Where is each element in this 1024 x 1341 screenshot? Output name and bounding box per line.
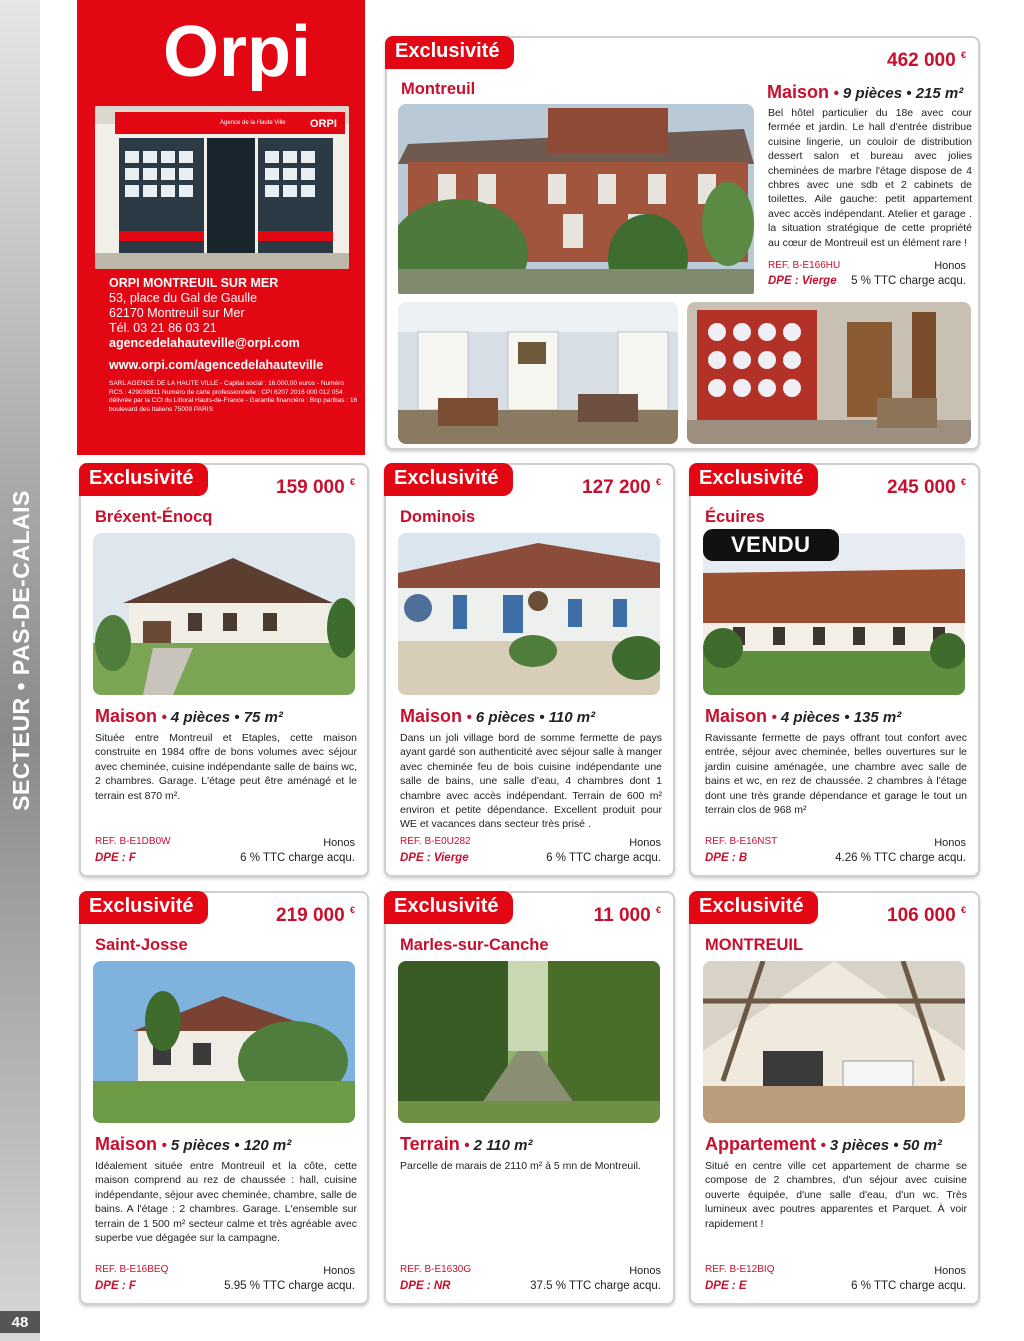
agency-address-city: 62170 Montreuil sur Mer [109,306,245,320]
listing-photo[interactable] [93,533,355,695]
agency-fees: 5 % TTC charge acqu. [851,275,966,287]
listing-ref: REF. B-E166HU [768,260,841,271]
listing-price: 462 000 € [887,50,966,71]
exclusivite-badge: Exclusivité [689,463,818,496]
listing-city: Écuires [705,508,765,526]
listing-headline: Maison • 5 pièces • 120 m² [95,1134,292,1154]
listing-ref: REF. B-E16NST [705,836,778,847]
area: 135 m² [853,709,902,726]
listing-card-marles-sur-canche[interactable] [384,891,675,1305]
rooms: 3 pièces [829,1137,890,1154]
svg-text:ORPI: ORPI [310,118,337,130]
listing-description: Située entre Montreuil et Etaples, cette maison construite en 1984 offre de bons volumes avec séjour avec cheminée, cuisine indépendante salle de bains wc, 2 chambres. Garage. L'étage peut être aménagé et le terrain est 870 m². [95,732,357,802]
page-number: 48 [0,1311,40,1333]
agency-fees: 37.5 % TTC charge acqu. [530,1280,661,1292]
listing-card-montreuil[interactable] [385,36,980,450]
listing-description: Bel hôtel particulier du 18e avec cour fermée et jardin. Le hall d'entrée distribue cuisine lingerie, un couloir de distribution dessert salon et bureau avec jolies cheminées de marbre l'étage dispose de 4 chbres avec une sdb et 2 cabinets de toilettes. Aile gauche: petit appartement avec accès indépendant. Atelier et garage . la situation stratégique de cette propriété au cœur de Montreuil est un élément rare ! [768,107,972,249]
listing-card-brexent-enocq[interactable] [79,463,369,877]
area: 2 110 m² [473,1137,533,1154]
property-type: Maison [767,82,830,102]
dpe-rating: DPE : B [705,852,748,864]
listing-card-saint-josse[interactable] [79,891,369,1305]
area: 110 m² [548,709,596,726]
dpe-rating: DPE : E [705,1280,747,1292]
listing-price: 11 000 € [593,905,661,926]
listing-headline: Maison • 4 pièces • 135 m² [705,706,902,726]
dpe-rating: DPE : Vierge [400,852,469,864]
agency-legal-notice: SARL AGENCE DE LA HAUTE VILLE - Capital social : 16.000,00 euros - Numéro RCS : 429038811 Numéro de carte professionnelle : CPI 6207 2016 000 012 054 délivrée par la CCI du Littoral Hauts-de-France - Garantie financière : Bnp paribas : 16 boulevard des Italiens 75009 PARIS [109,380,358,413]
agency-fees: 5.95 % TTC charge acqu. [224,1280,355,1292]
listing-card-ecuires[interactable] [689,463,980,877]
exclusivite-badge: Exclusivité [79,891,208,924]
area: 75 m² [243,709,283,726]
listing-price: 245 000 € [887,477,966,498]
listing-city: Marles-sur-Canche [400,936,549,954]
listing-city: Saint-Josse [95,936,188,954]
exclusivite-badge: Exclusivité [384,463,513,496]
listing-description: Dans un joli village bord de somme fermette de pays ayant gardé son authenticité avec séjour salle à manger avec cheminée feu de bois cuisine indépendante une salle de bains, une salle d'eau, 4 chambres dont 1 chambre avec accès indépendant. Terrain de 600 m² environ et petite dépendance. Excellent produit pour WE et vacances dans secteur très prisé . [400,732,662,831]
property-type: Maison [95,706,158,726]
listing-photo[interactable] [398,961,660,1123]
honos-label: Honos [323,837,355,849]
orpi-logo [122,12,352,92]
svg-text:Orpi: Orpi [162,12,312,92]
agency-contact [109,276,359,414]
listing-price: 159 000 € [276,477,355,498]
listing-photo[interactable] [93,961,355,1123]
listing-photo[interactable] [398,533,660,695]
honos-label: Honos [323,1265,355,1277]
listing-card-montreuil-appartement[interactable] [689,891,980,1305]
listing-ref: REF. B-E16BEQ [95,1264,169,1275]
listing-description: Situé en centre ville cet appartement de charme se compose de 2 chambres, d'un séjour avec cuisine ouverte équipée, d'une salle d'eau, d'un wc. Très lumineux avec poutres apparentes et Parquet. À voir rapidement ! [705,1160,967,1230]
rooms: 6 pièces [475,709,536,726]
agency-name: ORPI MONTREUIL SUR MER [109,276,279,290]
listing-ref: REF. B-E0U282 [400,836,471,847]
listing-city: MONTREUIL [705,936,804,954]
listing-headline: Terrain • 2 110 m² [400,1134,533,1154]
agency-email[interactable]: agencedelahauteville@orpi.com [109,336,300,350]
agency-fees: 6 % TTC charge acqu. [851,1280,966,1292]
property-type: Appartement [705,1134,817,1154]
area: 120 m² [243,1137,292,1154]
listing-city: Bréxent-Énocq [95,508,213,526]
listing-headline: Maison • 4 pièces • 75 m² [95,706,283,726]
agency-fees: 4.26 % TTC charge acqu. [835,852,966,864]
honos-label: Honos [934,837,966,849]
dpe-rating: DPE : NR [400,1280,451,1292]
listing-city: Dominois [400,508,476,526]
honos-label: Honos [629,1265,661,1277]
listing-ref: REF. B-E1DB0W [95,836,171,847]
sold-banner: VENDU [703,529,839,561]
listing-photo-salon[interactable] [398,302,678,444]
listing-city: Montreuil [401,80,476,98]
dpe-rating: DPE : F [95,1280,136,1292]
honos-label: Honos [934,260,966,272]
listing-photo-dining[interactable] [687,302,971,444]
property-type: Maison [705,706,768,726]
listing-card-dominois[interactable] [384,463,675,877]
exclusivite-badge: Exclusivité [384,891,513,924]
rooms: 9 pièces [842,85,903,102]
exclusivite-badge: Exclusivité [79,463,208,496]
listing-headline: Appartement • 3 pièces • 50 m² [705,1134,942,1154]
property-type: Maison [95,1134,158,1154]
agency-storefront-photo [95,106,349,269]
dpe-rating: DPE : Vierge [768,275,837,287]
agency-fees: 6 % TTC charge acqu. [240,852,355,864]
agency-address-street: 53, place du Gal de Gaulle [109,291,258,305]
listing-photo[interactable] [703,961,965,1123]
listing-price: 106 000 € [887,905,966,926]
svg-text:Agence de la Haute Ville: Agence de la Haute Ville [220,120,286,126]
exclusivite-badge: Exclusivité [385,36,514,69]
rooms: 4 pièces [170,709,231,726]
rooms: 4 pièces [780,709,841,726]
listing-headline: Maison • 6 pièces • 110 m² [400,706,596,726]
listing-ref: REF. B-E1630G [400,1264,472,1275]
agency-phone: Tél. 03 21 86 03 21 [109,321,217,335]
listing-photo-facade[interactable] [398,104,754,294]
honos-label: Honos [934,1265,966,1277]
listing-headline: Maison • 9 pièces • 215 m² [767,82,964,102]
sector-label: SECTEUR • PAS-DE-CALAIS [7,489,34,811]
area: 50 m² [902,1137,942,1154]
property-type: Terrain [400,1134,460,1154]
honos-label: Honos [629,837,661,849]
listing-description: Ravissante fermette de pays offrant tout confort avec entrée, séjour avec cheminée, belles ouvertures sur le jardin cuisine aménagée, une chambre avec salle de bains et wc, en rez de chaussée. 2 chambres à l'étage dont une très grande dépendance et garage le tout un terrain clos de 968 m² [705,732,967,817]
agency-website-link[interactable]: www.orpi.com/agencedelahauteville [109,358,324,372]
property-type: Maison [400,706,463,726]
exclusivite-badge: Exclusivité [689,891,818,924]
rooms: 5 pièces [170,1137,231,1154]
listing-description: Idéalement située entre Montreuil et la côte, cette maison comprend au rez de chaussée : hall, cuisine indépendante, séjour avec cheminée, chambre, salle de bains. A l'étage : 2 chambres. Garage. L'ensemble sur terrain de 1 500 m² secteur calme et très agréable avec superbe vue dégagée sur la campagne. [95,1160,357,1245]
listing-price: 219 000 € [276,905,355,926]
agency-fees: 6 % TTC charge acqu. [546,852,661,864]
dpe-rating: DPE : F [95,852,136,864]
listing-description: Parcelle de marais de 2110 m² à 5 mn de Montreuil. [400,1160,641,1172]
listing-ref: REF. B-E12BIQ [705,1264,775,1275]
area: 215 m² [915,85,964,102]
listing-price: 127 200 € [582,477,661,498]
